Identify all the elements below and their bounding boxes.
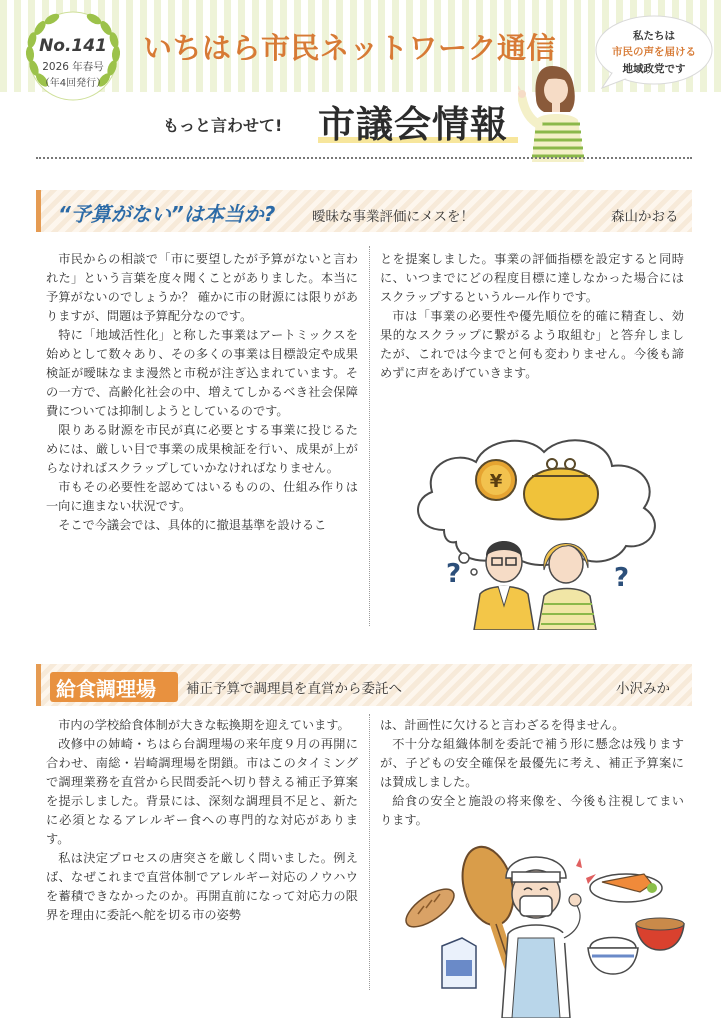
budget-worry-illustration (404, 430, 674, 630)
question-mark-icon: ? (446, 559, 462, 589)
section2-left-column (46, 716, 358, 925)
section2-column-divider (369, 714, 370, 990)
milk-carton-icon (442, 938, 476, 988)
paragraph: とを提案しました。事業の評価指標を設定すると同時に、いつまでにどの程度目標に達しなかった場合にはスクラップするというルール作りです。 (380, 252, 684, 304)
section2-title: 給食調理場 (56, 677, 156, 701)
section1-column-divider (369, 246, 370, 626)
newsletter-title: いちはら市民ネットワーク通信 (143, 31, 557, 65)
paragraph: 市は「事業の必要性や優先順位を的確に精査し、効果的なスクラップに繋がるよう取組む」と答弁しましたが、これでは今までと何も変わりません。今後も諦めずに声をあげていきます。 (380, 309, 684, 380)
issue-frequency: （年4回発行） (39, 78, 107, 89)
bread-icon (400, 882, 460, 934)
woman-pointing-illustration (518, 58, 598, 162)
section1-title: “予算がない”は本当か? (58, 202, 276, 226)
bubble-line-3: 地域政党です (622, 63, 686, 75)
subtitle-lead: もっと言わせて! (163, 116, 283, 135)
section2-subtitle: 補正予算で調理員を直営から委託へ (186, 681, 402, 697)
paragraph: 特に「地域活性化」と称した事業はアートミックスを始めとして数々あり、その多くの事業は目標設定や成果検証が曖昧なまま漫然と市税が注ぎ込まれています。その一方で、高齢化社会の中、増えてしかるべき社会保障費については抑制しようとしているのです。 (46, 328, 358, 418)
issue-badge (18, 6, 128, 106)
section1-right-column (380, 250, 684, 383)
paragraph: 改修中の姉崎・ちはら台調理場の来年度９月の再開に合わせ、南総・岩崎調理場を閉鎖。市はこのタイミングで調理業務を直営から民間委託へ切り替える補正予算案を提示しました。背景には、深刻な調理員不足と、新たに必須となるアレルギー食への専門的な対応があります。 (46, 737, 358, 846)
sparkle-icon (576, 858, 596, 884)
paragraph: そこで今議会では、具体的に撤退基準を設けるこ (58, 518, 327, 532)
bubble-line-1: 私たちは (633, 30, 675, 42)
question-mark-icon: ? (614, 563, 630, 593)
header-divider (36, 157, 692, 159)
paragraph: 給食の安全と施設の将来像を、今後も注視してまいります。 (380, 794, 684, 827)
section1-left-column (46, 250, 358, 535)
soup-bowl-icon (636, 918, 684, 950)
paragraph: 不十分な組織体制を委託で補う形に懸念は残りますが、子どもの安全確保を最優先に考え、補正予算案には賛成しました。 (380, 737, 684, 789)
section1-author: 森山かおる (611, 209, 679, 225)
section2-accent (36, 664, 41, 706)
laurel-wreath-icon (18, 6, 128, 106)
section2-right-column (380, 716, 684, 830)
yen-icon: ¥ (489, 471, 503, 492)
subtitle-main: 市議会情報 (318, 103, 508, 146)
section1-accent (36, 190, 41, 232)
bubble-line-2: 市民の声を届ける (612, 46, 696, 58)
paragraph: 市民からの相談で「市に要望したが予算がないと言われた」という言葉を度々聞くことがありました。本当に予算がないのでしょうか？ 確かに市の財源には限りがありますが、問題は予算配分なのです。 (46, 252, 358, 323)
issue-number: No.141 (39, 36, 107, 56)
speech-bubble (592, 12, 716, 90)
rice-bowl-icon (588, 938, 638, 975)
school-lunch-cook-illustration (400, 838, 690, 1018)
paragraph: 限りある財源を市民が真に必要とする事業に投じるためには、厳しい目で事業の成果検証を行い、成果が上がらなければスクラップしていかなければなりません。 (46, 423, 358, 475)
paragraph: 私は決定プロセスの唐突さを厳しく問いました。例えば、なぜこれまで直営体制でアレルギー対応のノウハウを蓄積できなかったのか。再開直前になって対応力の限界を理由に委託へ舵を切る市の姿勢 (46, 851, 358, 922)
fish-plate-icon (590, 874, 662, 902)
cook-person (502, 857, 581, 1018)
paragraph: 市もその必要性を認めてはいるものの、仕組み作りは一向に進まない状況です。 (46, 480, 358, 513)
paragraph: 市内の学校給食体制が大きな転換期を迎えています。 (58, 718, 350, 732)
section1-subtitle: 曖昧な事業評価にメスを！ (312, 209, 474, 225)
section2-author: 小沢みか (616, 681, 670, 697)
issue-season: 2026 年春号 (42, 61, 104, 73)
paragraph: は、計画性に欠けると言わざるを得ません。 (380, 718, 625, 732)
